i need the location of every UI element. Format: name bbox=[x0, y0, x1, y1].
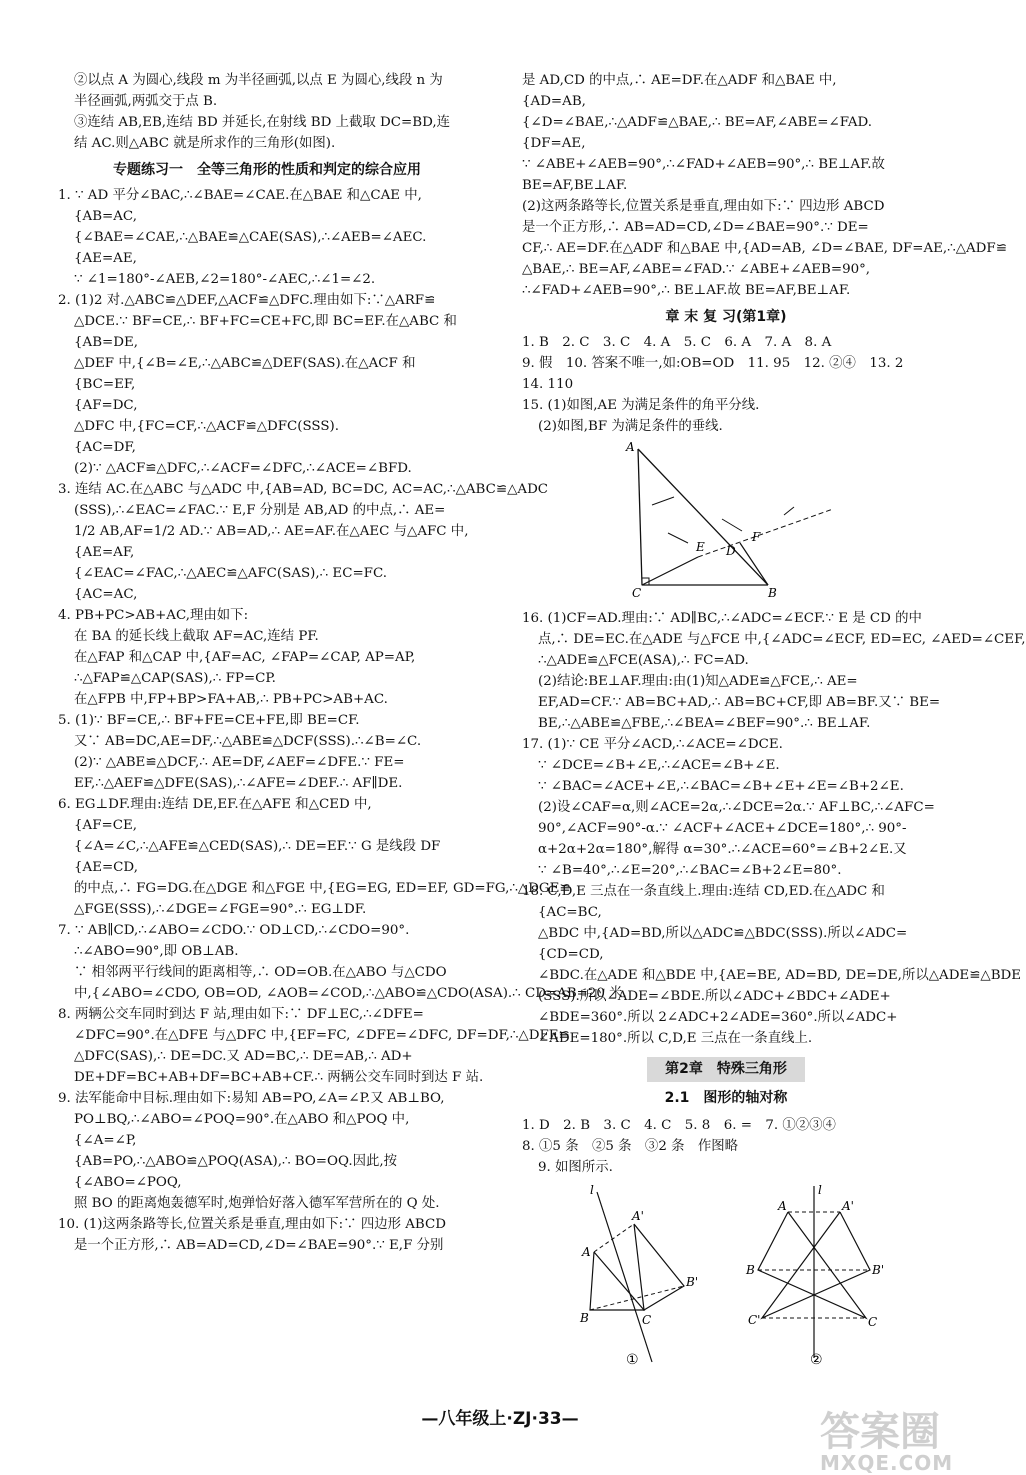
text-line: α+2α+2α=180°,解得 α=30°.∴∠ACE=60°=∠B+2∠E.又 bbox=[538, 842, 907, 857]
text-line: ∵ ∠1=180°-∠AEB,∠2=180°-∠AEC,∴∠1=∠2. bbox=[74, 272, 376, 287]
text-line: ∠BDC.在△ADE 和△BDE 中,{AE=BE, AD=BD, DE=DE,所以△ADE≌△BDE bbox=[538, 968, 1022, 983]
text-line: 9. 法军能命中目标.理由如下:易知 AB=PO,∠A=∠P.又 AB⊥BO, bbox=[58, 1091, 445, 1106]
text-line: 在 BA 的延长线上截取 AF=AC,连结 PF. bbox=[74, 629, 319, 644]
text-line: 90°,∠ACF=90°-α.∵ ∠ACF+∠ACE+∠DCE=180°,∴ 90°- bbox=[538, 821, 907, 836]
text-line: 是一个正方形,∴ AB=AD=CD,∠D=∠BAE=90°.∵ DE= bbox=[522, 220, 869, 235]
text-line: 3. 连结 AC.在△ABC 与△ADC 中,{AB=AD, BC=DC, AC=AC,∴△ABC≌△ADC bbox=[58, 482, 549, 497]
text-line: ∠BDE=360°.所以 2∠ADC+2∠ADE=360°.所以∠ADC+ bbox=[538, 1010, 898, 1025]
watermark-text: 答案圈 bbox=[820, 1409, 940, 1455]
fig9a-label-b: B bbox=[580, 1311, 589, 1325]
text-line: △DFC(SAS),∴ DE=DC.又 AD=BC,∴ DE=AB,∴ AD+ bbox=[74, 1049, 413, 1064]
figure-problem-15 bbox=[618, 439, 848, 599]
fig15-label-b: B bbox=[768, 586, 777, 600]
text-line: 是一个正方形,∴ AB=AD=CD,∠D=∠BAE=90°.∵ E,F 分别 bbox=[74, 1238, 444, 1253]
text-line: {BC=EF, bbox=[74, 377, 136, 392]
text-line: {∠A=∠C,∴△AFE≌△CED(SAS),∴ DE=EF.∵ G 是线段 DF bbox=[74, 839, 441, 854]
text-line: CF,∴ AE=DF.在△ADF 和△BAE 中,{AD=AB, ∠D=∠BAE, DF=AE,∴△ADF≌ bbox=[522, 241, 1007, 256]
fig15-label-a: A bbox=[626, 440, 635, 454]
fig9a-label-b-prime: B' bbox=[686, 1275, 699, 1289]
fig15-arc-mark-1 bbox=[652, 497, 674, 505]
fig15-label-c: C bbox=[632, 586, 642, 600]
fig9a-dashed-bb bbox=[590, 1286, 684, 1310]
text-line: 中,{∠ABO=∠CDO, OB=OD, ∠AOB=∠COD,∴△ABO≌△CDO(ASA).∴ CD=AB=20 米. bbox=[74, 986, 627, 1001]
text-line: ∠DFC=90°.在△DFE 与△DFC 中,{EF=FC, ∠DFE=∠DFC, DF=DF,∴△DFE≌ bbox=[74, 1028, 570, 1043]
text-line: {AE=CD, bbox=[74, 860, 138, 875]
text-line: ∵ 相邻两平行线间的距离相等,∴ OD=OB.在△ABO 与△CDO bbox=[74, 965, 447, 980]
fig15-arc-mark-4 bbox=[784, 507, 794, 515]
fig15-bisector-ae bbox=[642, 557, 698, 585]
right-column bbox=[522, 70, 1026, 1379]
text-line: {∠BAE=∠CAE,∴△BAE≌△CAE(SAS),∴∠AEB=∠AEC. bbox=[74, 230, 427, 245]
text-line: DE+DF=BC+AB+DF=BC+AB+CF.∴ 两辆公交车同时到达 F 站. bbox=[74, 1070, 484, 1085]
text-line: 照 BO 的距离炮轰德军时,炮弹恰好落入德军军营所在的 Q 处. bbox=[74, 1196, 440, 1211]
text-line: 14. 110 bbox=[522, 377, 574, 392]
text-line: ∴∠ABO=90°,即 OB⊥AB. bbox=[74, 944, 239, 959]
fig9a-label-a-prime: A' bbox=[632, 1209, 644, 1223]
page-footer: —八年级上·ZJ·33— bbox=[421, 1409, 579, 1429]
text-line: ②以点 A 为圆心,线段 m 为半径画弧,以点 E 为圆心,线段 n 为 bbox=[74, 73, 443, 88]
text-line: 18. C,D,E 三点在一条直线上.理由:连结 CD,ED.在△ADC 和 bbox=[522, 884, 885, 899]
text-line: 8. ①5 条 ②5 条 ③2 条 作图略 bbox=[522, 1139, 739, 1154]
fig9a-triangle-image bbox=[634, 1224, 684, 1310]
fig15-perpendicular-bf bbox=[740, 543, 768, 585]
text-line: 16. (1)CF=AD.理由:∵ AD∥BC,∴∠ADC=∠ECF.∵ E 是 CD 的中 bbox=[522, 611, 922, 626]
text-line: 5. (1)∵ BF=CE,∴ BF+FE=CE+FE,即 BE=CF. bbox=[58, 713, 360, 728]
text-line: 在△FAP 和△CAP 中,{AF=AC, ∠FAP=∠CAP, AP=AP, bbox=[74, 650, 416, 665]
fig15-side-ac bbox=[638, 449, 642, 585]
fig9b-label-a: A bbox=[778, 1199, 787, 1213]
text-line: {AE=AE, bbox=[74, 251, 137, 266]
text-line: (2)设∠CAF=α,则∠ACE=2α,∴∠DCE=2α.∵ AF⊥BC,∴∠AFC= bbox=[538, 800, 935, 815]
text-line: {∠D=∠BAE,∴△ADF≌△BAE,∴ BE=AF,∠ABE=∠FAD. bbox=[522, 115, 873, 130]
text-line: (2)∵ △ABE≌△DCF,∴ AE=DF,∠AEF=∠DFE.∵ FE= bbox=[74, 755, 405, 770]
text-line: (SSS),∴∠EAC=∠FAC.∵ E,F 分别是 AB,AD 的中点,∴ AE= bbox=[74, 503, 446, 518]
chapter1-review-title: 章 末 复 习(第1章) bbox=[665, 309, 787, 325]
fig9b-label-c-prime: C' bbox=[748, 1313, 761, 1327]
fig9b-label-b-prime: B' bbox=[872, 1263, 885, 1277]
answers-review-16-18 bbox=[522, 608, 1026, 1049]
answers-review-1-15 bbox=[522, 332, 930, 437]
text-line: (2)这两条路等长,位置关系是垂直,理由如下:∵ 四边形 ABCD bbox=[522, 199, 885, 214]
text-line: 9. 如图所示. bbox=[538, 1160, 613, 1175]
watermark-url: MXQE.COM bbox=[820, 1451, 954, 1475]
text-line: 的中点,∴ FG=DG.在△DGE 和△FGE 中,{EG=EG, ED=EF, GD=FG,∴△DGE≌ bbox=[74, 881, 571, 896]
text-line: 7. ∵ AB∥CD,∴∠ABO=∠CDO.∵ OD⊥CD,∴∠CDO=90°. bbox=[58, 923, 410, 938]
text-line: ③连结 AB,EB,连结 BD 并延长,在射线 BD 上截取 DC=BD,连 bbox=[74, 115, 451, 130]
text-line: {AD=AB, bbox=[522, 94, 586, 109]
text-line: 6. EG⊥DF.理由:连结 DE,EF.在△AFE 和△CED 中, bbox=[58, 797, 372, 812]
text-line: △BAE,∴ BE=AF,∠ABE=∠FAD.∵ ∠ABE+∠AEB=90°, bbox=[522, 262, 871, 277]
chapter2-title: 第2章 特殊三角形 bbox=[647, 1057, 805, 1082]
text-line: 结 AC.则△ABC 就是所求作的三角形(如图). bbox=[74, 136, 336, 151]
text-line: 1. D 2. B 3. C 4. C 5. 8 6. = 7. ①②③④ bbox=[522, 1118, 836, 1133]
text-line: BE,∴△ABE≌△FBE,∴∠BEA=∠BEF=90°.∴ BE⊥AF. bbox=[538, 716, 871, 731]
fig15-side-ab bbox=[638, 449, 768, 585]
fig15-label-f: F bbox=[752, 530, 761, 544]
watermark-logo bbox=[820, 1400, 953, 1475]
text-line: △BDC 中,{AD=BD,所以△ADC≌△BDC(SSS).所以∠ADC= bbox=[538, 926, 908, 941]
text-line: ∵ ∠DCE=∠B+∠E,∴∠ACE=∠B+∠E. bbox=[538, 758, 780, 773]
fig9a-label-a: A bbox=[582, 1245, 591, 1259]
text-line: 1. ∵ AD 平分∠BAC,∴∠BAE=∠CAE.在△BAE 和△CAE 中, bbox=[58, 188, 422, 203]
text-line: △DEF 中,{∠B=∠E,∴△ABC≌△DEF(SAS).在△ACF 和 bbox=[74, 356, 416, 371]
text-line: ∴△ADE≌△FCE(ASA),∴ FC=AD. bbox=[538, 653, 749, 668]
section-heading: 专题练习一 全等三角形的性质和判定的综合应用 bbox=[113, 162, 421, 178]
text-line: ∠ADE=180°.所以 C,D,E 三点在一条直线上. bbox=[538, 1031, 813, 1046]
text-line: {AE=AF, bbox=[74, 545, 135, 560]
text-line: {DF=AE, bbox=[522, 136, 586, 151]
text-line: {AC=AC, bbox=[74, 587, 138, 602]
text-line: 4. PB+PC>AB+AC,理由如下: bbox=[58, 608, 249, 623]
text-line: 2. (1)2 对.△ABC≌△DEF,△ACF≌△DFC.理由如下:∵△ARF≌ bbox=[58, 293, 436, 308]
text-line: △DCE.∵ BF=CE,∴ BF+FC=CE+FC,即 BC=EF.在△ABC 和 bbox=[74, 314, 457, 329]
fig9b-label-b: B bbox=[746, 1263, 755, 1277]
fig9a-triangle-abc bbox=[590, 1252, 644, 1310]
fig9b-label-l: l bbox=[818, 1183, 822, 1197]
text-line: {AB=DE, bbox=[74, 335, 139, 350]
text-line: 在△FPB 中,FP+BP>FA+AB,∴ PB+PC>AB+AC. bbox=[74, 692, 388, 707]
text-line: 9. 假 10. 答案不唯一,如:OB=OD 11. 95 12. ②④ 13. 2 bbox=[522, 356, 904, 371]
text-line: BE=AF,BE⊥AF. bbox=[522, 178, 628, 193]
text-line: {∠A=∠P, bbox=[74, 1133, 137, 1148]
text-line: (SSS).所以∠ADE=∠BDE.所以∠ADC+∠BDC+∠ADE+ bbox=[538, 989, 891, 1004]
fig15-arc-mark-3 bbox=[722, 519, 742, 531]
fig15-arc-mark-2 bbox=[668, 533, 688, 543]
text-line: ∴∠FAD+∠AEB=90°,∴ BE⊥AF.故 BE=AF,BE⊥AF. bbox=[522, 283, 851, 298]
fig9a-label-c: C bbox=[642, 1313, 652, 1327]
text-line: 10. (1)这两条路等长,位置关系是垂直,理由如下:∵ 四边形 ABCD bbox=[58, 1217, 446, 1232]
text-line: 8. 两辆公交车同时到达 F 站,理由如下:∵ DF⊥EC,∴∠DFE= bbox=[58, 1007, 424, 1022]
fig9b-number: ② bbox=[810, 1352, 823, 1368]
text-line: 又∵ AB=DC,AE=DF,∴△ABE≌△DCF(SSS).∴∠B=∠C. bbox=[74, 734, 422, 749]
text-line: {CD=CD, bbox=[538, 947, 604, 962]
text-line: (2)∵ △ACF≌△DFC,∴∠ACF=∠DFC,∴∠ACE=∠BFD. bbox=[74, 461, 412, 476]
text-line: ∵ ∠B=40°,∴∠E=20°,∴∠BAC=∠B+2∠E=80°. bbox=[538, 863, 842, 878]
fig15-label-e: E bbox=[696, 540, 705, 554]
text-line: (2)结论:BE⊥AF.理由:由(1)知△ADE≌△FCE,∴ AE= bbox=[538, 674, 858, 689]
answers-section-2-1 bbox=[522, 1115, 930, 1178]
text-line: {∠ABO=∠POQ, bbox=[74, 1175, 182, 1190]
section-2-1-title: 2.1 图形的轴对称 bbox=[664, 1090, 788, 1106]
fig9b-label-a-prime: A' bbox=[842, 1199, 854, 1213]
fig9a-label-l: l bbox=[590, 1183, 594, 1197]
answers-problem-10-continued bbox=[522, 70, 1007, 301]
text-line: {AF=DC, bbox=[74, 398, 138, 413]
text-line: 点,∴ DE=EC.在△ADE 与△FCE 中,{∠ADC=∠ECF, ED=EC, ∠AED=∠CEF, bbox=[538, 632, 1026, 647]
text-line: 17. (1)∵ CE 平分∠ACD,∴∠ACE=∠DCE. bbox=[522, 737, 783, 752]
text-line: {AC=BC, bbox=[538, 905, 602, 920]
text-line: 是 AD,CD 的中点,∴ AE=DF.在△ADF 和△BAE 中, bbox=[522, 73, 837, 88]
fig9a-number: ① bbox=[626, 1352, 639, 1368]
text-line: EF,∴△AEF≌△DFE(SAS),∴∠AFE=∠DEF.∴ AF∥DE. bbox=[74, 776, 403, 791]
text-line: 1. B 2. C 3. C 4. A 5. C 6. A 7. A 8. A bbox=[522, 335, 832, 350]
chapter2-heading bbox=[522, 1057, 930, 1082]
figure-problem-9 bbox=[552, 1182, 932, 1372]
text-line: ∵ ∠BAC=∠ACE+∠E,∴∠BAC=∠B+∠E+∠E=∠B+2∠E. bbox=[538, 779, 904, 794]
text-line: {AC=DF, bbox=[74, 440, 136, 455]
text-line: ∴△FAP≌△CAP(SAS),∴ FP=CP. bbox=[74, 671, 276, 686]
text-line: △FGE(SSS),∴∠DGE=∠FGE=90°.∴ EG⊥DF. bbox=[74, 902, 367, 917]
text-line: 1/2 AB,AF=1/2 AD.∵ AB=AD,∴ AE=AF.在△AEC 与△AFC 中, bbox=[74, 524, 469, 539]
text-line: PO⊥BQ,∴∠ABO=∠POQ=90°.在△ABO 和△POQ 中, bbox=[74, 1112, 410, 1127]
text-line: 半径画弧,两弧交于点 B. bbox=[74, 94, 218, 109]
text-line: ∵ ∠ABE+∠AEB=90°,∴∠FAD+∠AEB=90°,∴ BE⊥AF.故 bbox=[522, 157, 885, 172]
fig9b-label-c: C bbox=[868, 1315, 878, 1329]
text-line: △DFC 中,{FC=CF,∴△ACF≌△DFC(SSS). bbox=[74, 419, 340, 434]
fig15-label-d: D bbox=[726, 544, 736, 558]
text-line: {AF=CE, bbox=[74, 818, 137, 833]
fig9a-dashed-aa bbox=[594, 1224, 634, 1252]
text-line: {AB=PO,∴△ABO≌△POQ(ASA),∴ BO=OQ.因此,按 bbox=[74, 1154, 398, 1169]
text-line: {AB=AC, bbox=[74, 209, 137, 224]
text-line: 15. (1)如图,AE 为满足条件的角平分线. bbox=[522, 398, 760, 413]
text-line: EF,AD=CF.∵ AB=BC+AD,∴ AB=BC+CF,即 AB=BF.又∵ BE= bbox=[538, 695, 941, 710]
text-line: (2)如图,BF 为满足条件的垂线. bbox=[538, 419, 723, 434]
text-line: {∠EAC=∠FAC,∴△AEC≌△AFC(SAS),∴ EC=FC. bbox=[74, 566, 387, 581]
